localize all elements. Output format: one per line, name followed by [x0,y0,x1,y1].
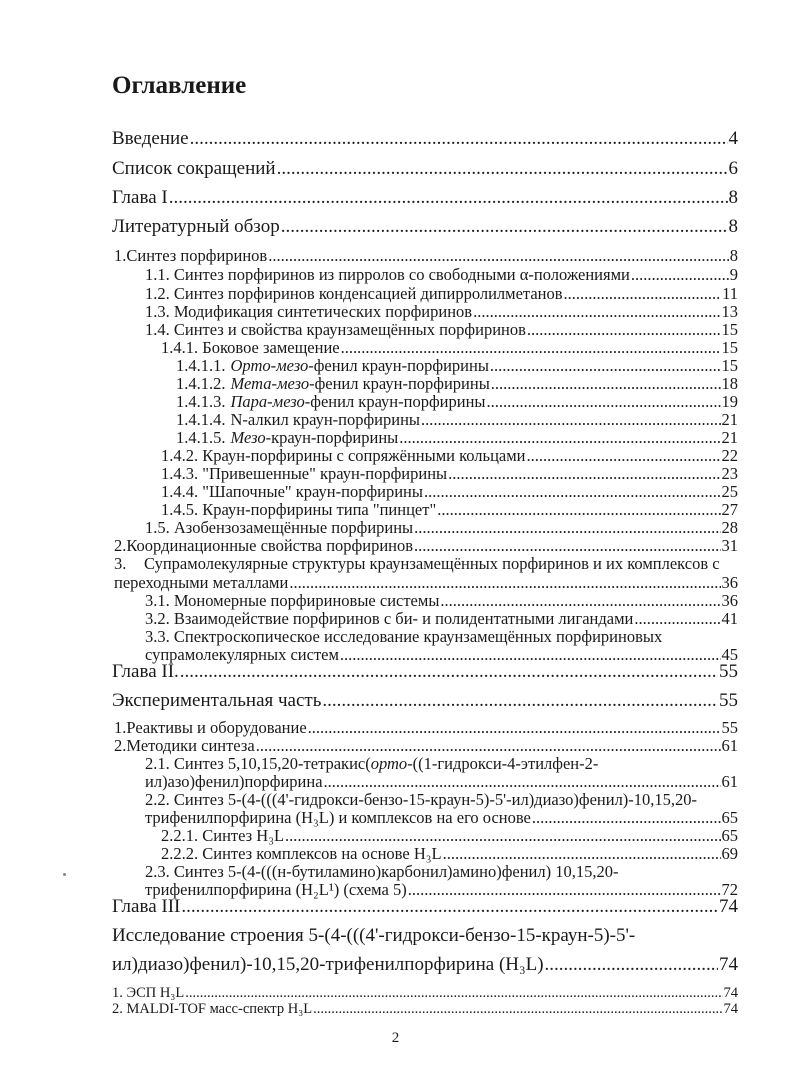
toc-entry[interactable]: переходными металлами ..... 36 [114,573,738,593]
toc-entry[interactable]: 2. MALDI-TOF масс-спектр H₃L ..... 74 [112,1001,738,1018]
toc-entry[interactable]: 1. Синтез порфиринов ..... 8 [114,246,738,266]
toc-entry[interactable]: 1.4.5. Краун-порфирины типа "пинцет" ..... 27 [161,500,738,520]
toc-entry[interactable]: трифенилпорфирина (H₂L¹) (схема 5) ..... 72 [145,880,738,900]
toc-entry[interactable]: 2. Методики синтеза ..... 61 [114,736,738,756]
toc-entry[interactable]: трифенилпорфирина (H₃L) и комплексов на его основе ..... 65 [145,808,738,828]
toc-entry-first-line[interactable]: 2.1. Синтез 5,10,15,20-тетракис(орто-((1-гидрокси-4-этилфен-2- [145,754,599,773]
toc-entry-first-line[interactable]: 3. Супрамолекулярные структуры краунзамещённых порфиринов и их комплексов с [114,554,720,573]
toc-entry[interactable]: Глава II. ..... 55 [112,661,738,683]
toc-entry[interactable]: 1.4.1. Боковое замещение ..... 15 [161,338,738,358]
toc-entry-first-line[interactable]: Исследование строения 5-(4-(((4'-гидрокси-бензо-15-краун-5)-5'- [112,925,636,946]
page-number: 2 [391,1030,400,1046]
toc-entry[interactable]: 2. Координационные свойства порфиринов ..... 31 [114,536,738,556]
toc-entry[interactable]: супрамолекулярных систем ..... 45 [145,645,738,665]
toc-entry[interactable]: 1.1. Синтез порфиринов из пирролов со свободными α-положениями ..... 9 [145,265,738,285]
toc-entry[interactable]: ил)диазо)фенил)-10,15,20-трифенилпорфирина (H₃L) ..... 74 [112,954,738,976]
toc-entry[interactable]: 1.2. Синтез порфиринов конденсацией дипирролилметанов ..... 11 [145,284,738,304]
toc-entry[interactable]: Экспериментальная часть ..... 55 [112,690,738,712]
toc-entry-first-line[interactable]: 2.2. Синтез 5-(4-(((4'-гидрокси-бензо-15-краун-5)-5'-ил)диазо)фенил)-10,15,20- [145,790,698,809]
toc-entry[interactable]: 1.4.3. "Привешенные" краун-порфирины ..... 23 [161,464,738,484]
toc-entry[interactable]: 1.4.1.5. Мезо -краун-порфирины ..... 21 [176,428,738,448]
toc-entry[interactable]: 1.4.1.3. Пара-мезо -фенил краун-порфирины ..... 19 [176,392,738,412]
toc-entry[interactable]: 1.4.1.2. Мета-мезо -фенил краун-порфирины ..... 18 [176,374,738,394]
toc-entry[interactable]: Введение ..... 4 [112,128,738,150]
toc-entry[interactable]: Литературный обзор ..... 8 [112,216,738,238]
toc-entry[interactable]: 1.4.1.1. Орто-мезо -фенил краун-порфирины ..... 15 [176,356,738,376]
toc-entry[interactable]: 1. ЭСП H₃L ..... 74 [112,985,738,1002]
toc-entry-first-line[interactable]: 3.3. Спектроскопическое исследование краунзамещённых порфириновых [145,627,663,646]
toc-entry[interactable]: Список сокращений ..... 6 [112,158,738,180]
page-title: Оглавление [112,72,247,99]
toc-entry[interactable]: 1.4.2. Краун-порфирины с сопряжёнными кольцами ..... 22 [161,446,738,466]
toc-entry[interactable]: 1.3. Модификация синтетических порфиринов ..... 13 [145,302,738,322]
toc-entry[interactable]: 1.4. Синтез и свойства краунзамещённых порфиринов ..... 15 [145,320,738,340]
toc-entry[interactable]: 2.2.1. Синтез H₃L ..... 65 [161,826,738,846]
toc-entry[interactable]: 1.5. Азобензозамещённые порфирины ..... 28 [145,518,738,538]
toc-entry[interactable]: 2.2.2. Синтез комплексов на основе H₃L ..... 69 [161,844,738,864]
scan-speck [63,873,66,876]
toc-entry[interactable]: Глава III ..... 74 [112,896,738,918]
toc-entry[interactable]: 3.2. Взаимодействие порфиринов с би- и полидентатными лигандами ..... 41 [145,609,738,629]
toc-entry[interactable]: 1.4.1.4. N-алкил краун-порфирины ..... 21 [176,410,738,430]
toc-entry[interactable]: Глава I ..... 8 [112,187,738,209]
toc-entry[interactable]: 3.1. Мономерные порфириновые системы ..... 36 [145,591,738,611]
toc-entry[interactable]: 1.4.4. "Шапочные" краун-порфирины ..... 25 [161,482,738,502]
toc-entry[interactable]: 1. Реактивы и оборудование ..... 55 [114,718,738,738]
toc-entry-first-line[interactable]: 2.3. Синтез 5-(4-(((н-бутиламино)карбонил)амино)фенил) 10,15,20- [145,862,619,881]
toc-entry[interactable]: ил)азо)фенил)порфирина ..... 61 [145,772,738,792]
